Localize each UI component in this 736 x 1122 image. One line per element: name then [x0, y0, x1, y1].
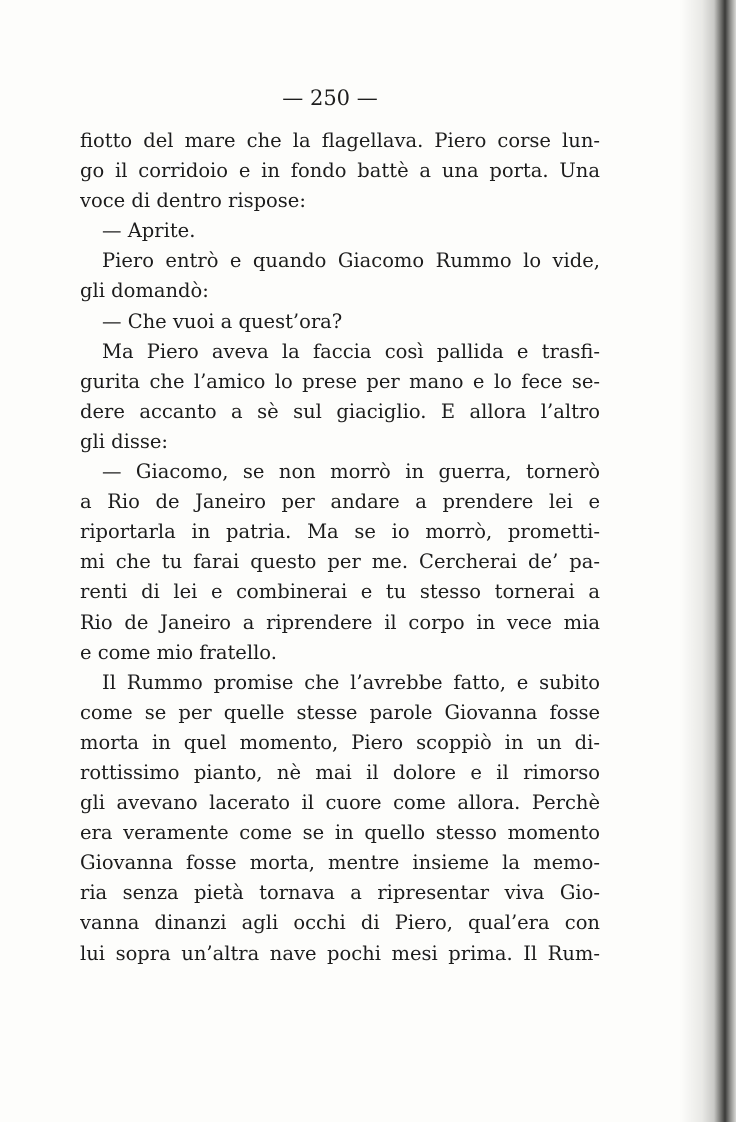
text-line: Ma Piero aveva la faccia così pallida e trasfi-: [102, 339, 600, 363]
text-line: fiotto del mare che la flagellava. Piero corse lun-: [80, 129, 600, 152]
text-line: gli avevano lacerato il cuore come allora. Perchè: [80, 791, 600, 815]
text-line: gurita che l’amico lo prese per mano e lo fece se-: [80, 369, 600, 393]
text-line: — Giacomo, se non morrò in guerra, tornerò: [102, 460, 600, 484]
body-text: [80, 126, 600, 969]
text-line: — Che vuoi a quest’ora?: [102, 309, 343, 333]
text-line: mi che tu farai questo per me. Cercherai de’ pa-: [80, 550, 600, 574]
text-line: Giovanna fosse morta, mentre insieme la memo-: [80, 851, 600, 875]
text-line: — Aprite.: [102, 219, 196, 243]
text-line: voce di dentro rispose:: [80, 189, 306, 213]
text-line: come se per quelle stesse parole Giovanna fosse: [80, 700, 600, 724]
text-line: lui sopra un’altra nave pochi mesi prima. Il Rum-: [80, 941, 600, 965]
text-line: riportarla in patria. Ma se io morrò, prometti-: [80, 520, 600, 544]
text-line: era veramente come se in quello stesso momento: [80, 821, 600, 845]
text-line: vanna dinanzi agli occhi di Piero, qual’era con: [80, 911, 600, 935]
text-line: a Rio de Janeiro per andare a prendere lei e: [80, 490, 600, 514]
page-edge-shadow: [680, 0, 736, 1122]
text-line: Piero entrò e quando Giacomo Rummo lo vide,: [102, 249, 600, 273]
text-line: gli disse:: [80, 429, 168, 453]
text-line: e come mio fratello.: [80, 640, 277, 664]
text-line: renti di lei e combinerai e tu stesso tornerai a: [80, 580, 600, 604]
text-line: dere accanto a sè sul giaciglio. E allora l’altro: [80, 399, 600, 423]
text-line: go il corridoio e in fondo battè a una porta. Una: [80, 159, 600, 183]
text-line: rottissimo pianto, nè mai il dolore e il rimorso: [80, 760, 600, 784]
text-line: gli domandò:: [80, 279, 209, 303]
page-number: — 250 —: [282, 86, 378, 110]
text-line: morta in quel momento, Piero scoppiò in un di-: [80, 730, 600, 754]
text-line: Rio de Janeiro a riprendere il corpo in vece mia: [80, 610, 600, 634]
text-line: ria senza pietà tornava a ripresentar viva Gio-: [80, 881, 600, 905]
text-line: Il Rummo promise che l’avrebbe fatto, e subito: [102, 670, 600, 694]
